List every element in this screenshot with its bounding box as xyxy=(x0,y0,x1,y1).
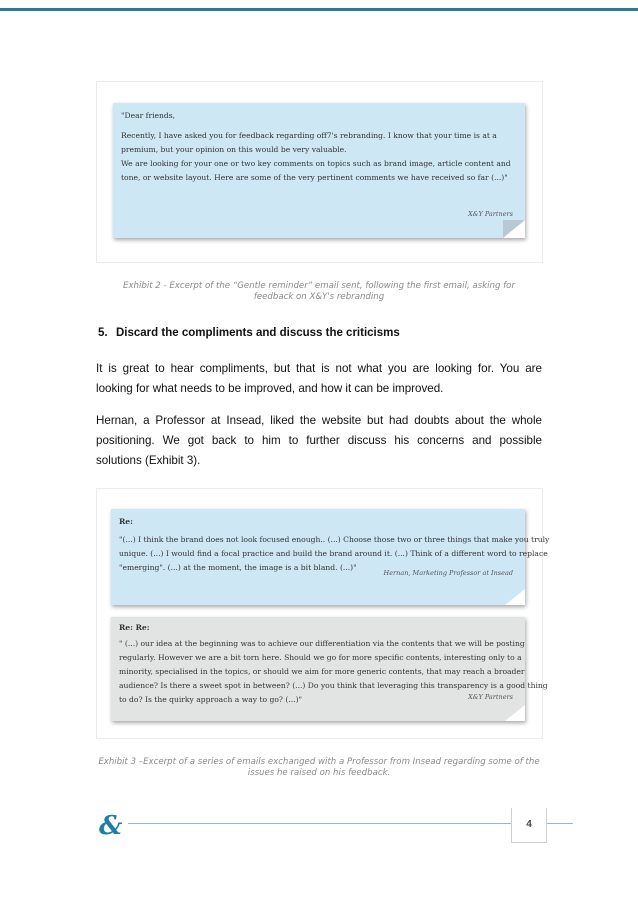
section-title: Discard the compliments and discuss the criticisms xyxy=(116,327,400,339)
page-curl-shadow xyxy=(503,220,525,238)
paragraph-line: solutions (Exhibit 3). xyxy=(96,454,201,467)
email-subject: Re: xyxy=(119,517,133,526)
email-line: to do? Is the quirky approach a way to go? (...)" xyxy=(119,695,303,704)
paragraph-line: Hernan, a Professor at Insead, liked the website but had doubts about the whole xyxy=(96,414,542,427)
page-curl-icon xyxy=(505,589,525,605)
page-curl-icon xyxy=(505,705,525,721)
email-line: tone, or website layout. Here are some of the very pertinent comments we have received so far (...)" xyxy=(121,173,508,182)
paragraph-line: It is great to hear compliments, but that is not what you are looking for. You are xyxy=(96,362,542,375)
email-signature: X&Y Partners xyxy=(468,210,513,218)
exhibit-2-caption xyxy=(96,281,542,303)
email-line: "Dear friends, xyxy=(121,111,176,120)
email-line: "emerging". (...) at the moment, the image is a bit bland. (...)" xyxy=(119,563,357,572)
caption-line: issues he raised on his feedback. xyxy=(247,768,391,778)
email-line: "(...) I think the brand does not look focused enough.. (...) Choose those two or three things that make you truly xyxy=(119,535,550,544)
page-number-box xyxy=(511,808,547,843)
email-subject: Re: Re: xyxy=(119,623,150,632)
email-line: premium, but your opinion on this would be very valuable. xyxy=(121,145,347,154)
exhibit-2-email-note xyxy=(113,103,525,238)
footer-rule-left xyxy=(128,823,511,824)
paragraph-1 xyxy=(96,359,542,399)
email-line: audience? Is there a sweet spot in between? (...) Do you think that leveraging this transparency is a good thing xyxy=(119,681,548,690)
email-line: unique. (...) I would find a focal practice and build the brand around it. (...) Think of a different word to replace xyxy=(119,549,548,558)
paragraph-line: positioning. We got back to him to further discuss his concerns and possible xyxy=(96,434,542,447)
email-line: Recently, I have asked you for feedback regarding off7's rebranding. I know that your time is at a xyxy=(121,131,497,140)
exhibit-3-caption xyxy=(96,757,542,779)
email-signature: X&Y Partners xyxy=(468,693,513,701)
email-line: regularly. However we are a bit torn here. Should we go for more specific contents, interesting only to a xyxy=(119,653,522,662)
section-heading xyxy=(98,327,400,339)
exhibit-3-email-2 xyxy=(111,617,548,721)
exhibit-3-email-1 xyxy=(111,509,550,605)
caption-line: Exhibit 2 - Excerpt of the “Gentle reminder” email sent, following the first email, asking for xyxy=(123,281,515,291)
paragraph-line: looking for what needs to be improved, and how it can be improved. xyxy=(96,382,444,395)
email-line: We are looking for your one or two key comments on topics such as brand image, article content and xyxy=(121,159,511,168)
footer-rule-right xyxy=(545,823,573,824)
section-number: 5. xyxy=(98,327,108,339)
paragraph-2 xyxy=(96,411,542,471)
brand-logo: & xyxy=(99,811,123,841)
caption-line: feedback on X&Y's rebranding xyxy=(253,292,385,302)
page-number: 4 xyxy=(526,819,532,830)
top-rule xyxy=(0,8,638,11)
email-line: minority, specialised in the topics, or should we aim for more generic contents, that may reach a broader xyxy=(119,667,525,676)
email-signature: Hernan, Marketing Professor at Insead xyxy=(383,569,513,577)
caption-line: Exhibit 3 –Excerpt of a series of emails exchanged with a Professor from Insead regarding some of the xyxy=(98,757,540,767)
email-line: " (...) our idea at the beginning was to achieve our differentiation via the contents that we will be posting xyxy=(119,639,525,648)
